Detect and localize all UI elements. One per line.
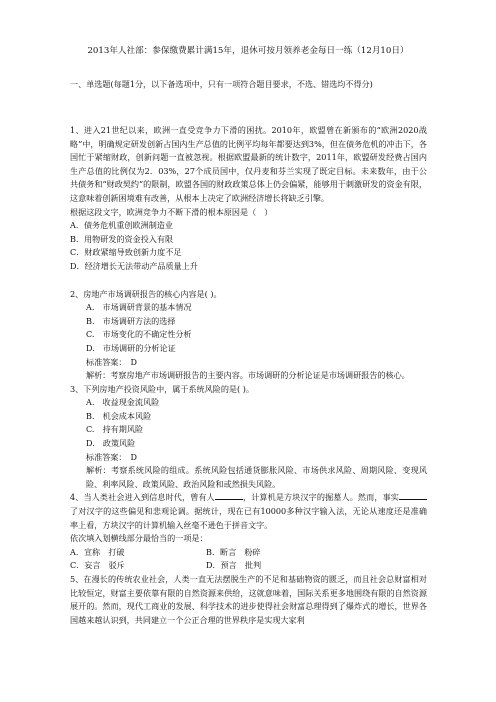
- question-3-option-a: A. 收益现金流风险: [86, 397, 160, 408]
- question-2-option-c: C. 市场变化的不确定性分析: [86, 329, 192, 340]
- question-4-text-c: 了对汉字的这些偏见和悲观论调。据统计，现在已有10000多种汉字输入法，无论从速度还是准确率上看，方块汉字的计算机输入丝毫不逊色于拼音文字。: [70, 506, 427, 530]
- section-title: 一、单选题(每题1分，以下备选项中，只有一项符合题目要求，不选、错选均不得分): [70, 79, 373, 89]
- question-1-stem: 根据这段文字，欧洲竞争力不断下滑的根本原因是（ ）: [70, 206, 273, 217]
- question-4-text-a: 4、当人类社会进入到信息时代，曾有人: [70, 492, 215, 503]
- question-4-text-b: ，计算机是方块汉字的掘墓人。然而，事实: [242, 492, 399, 503]
- fill-blank-1: [215, 491, 243, 500]
- question-4-options-row-2: [70, 559, 427, 573]
- question-1-option-d: D．经济增长无法带动产品质量上升: [70, 260, 198, 271]
- section-heading: [70, 78, 427, 92]
- question-3-option-c: C. 持有期风险: [86, 424, 144, 435]
- question-2-option-d: D. 市场调研的分析论证: [86, 342, 176, 353]
- question-3-option-d: D. 政策风险: [86, 438, 136, 449]
- question-3-analysis: 解析：考察系统风险的组成。系统风险包括通货膨胀风险、市场供求风险、周期风险、变现风险、利率风险、政策风险、政治风险和或然损失风险。: [86, 465, 427, 489]
- question-5-passage: 5、在漫长的传统农业社会，人类一直无法摆脱生产的不足和基础物资的匮乏，而且社会总财富相对比较恒定，财富主要依靠有限的自然资源来供给，这就意味着，国际关系更多地围绕有限的自然资源展开的。然而，现代工商业的发展、科学技术的进步使得社会财富总理得到了爆炸式的增长，世界各国越来越认识到，共同建立一个公正合理的世界秩序是实现大家利: [70, 574, 427, 625]
- question-1-option-b: B．用物研发的资金投入有限: [70, 233, 174, 244]
- question-1: [70, 124, 427, 274]
- question-1-option-a: A．债务危机重创欧洲制造业: [70, 220, 173, 231]
- question-1-option-c: C．财政紧缩导致创新力度不足: [70, 247, 182, 258]
- question-3-stem: 3、下列房地产投资风险中，属于系统风险的是( )。: [70, 383, 255, 394]
- question-4-option-c: C．妄言 驳斥: [70, 560, 125, 571]
- question-2-analysis: 解析：考察房地产市场调研报告的主要内容。市场调研的分析论证是市场调研报告的核心。: [86, 370, 410, 381]
- question-3-answer: 标准答案： D: [86, 451, 138, 462]
- question-4-option-a: A．宣称 打破: [70, 546, 125, 557]
- question-2-answer: 标准答案： D: [86, 356, 138, 367]
- question-5: [70, 573, 427, 627]
- question-4-options-row-1: [70, 546, 427, 560]
- question-4-option-b: B．断言 粉碎: [206, 546, 261, 557]
- question-2: [70, 288, 427, 383]
- document-title: 2013年人社部：参保缴费累计满15年，退休可按月领养老金每日一练（12月10日）: [87, 46, 409, 56]
- question-4-option-d: D．预言 批判: [206, 560, 262, 571]
- question-2-option-b: B. 市场调研方法的选择: [86, 315, 176, 326]
- question-4: [70, 491, 427, 573]
- question-4-passage: [70, 491, 427, 532]
- question-list: [70, 124, 427, 627]
- question-2-option-a: A. 市场调研背景的基本情况: [86, 302, 192, 313]
- question-3-option-b: B. 机会成本风险: [86, 410, 152, 421]
- question-1-passage: 1、进入21世纪以来，欧洲一直受竞争力下滑的困扰。2010年，欧盟曾在新颁布的“欧洲2020战略”中，明确规定研发创新占国内生产总值的比例平均每年都要达到3%，但在债务危机的冲击下，各国忙于紧缩财政，创新问题一直被忽视。根据欧盟最新的统计数字，2011年，欧盟研发经费占国内生产总值的比例仅为2．03%，27个成员国中，仅丹麦和芬兰实现了既定目标。未来数年，由于公共债务和“财政契约”的限制，欧盟各国的财政政策总体上仍会偏紧，能够用于刺激研发的资金有限，这意味着创新困境难有改善，从根本上决定了欧洲经济增长将缺乏引擎。: [70, 125, 427, 203]
- question-3: [70, 383, 427, 492]
- question-4-stem: 依次填入划横线部分最恰当的一项是：: [70, 533, 208, 544]
- fill-blank-2: [399, 491, 427, 500]
- question-2-stem: 2、房地产市场调研报告的核心内容是( )。: [70, 288, 222, 299]
